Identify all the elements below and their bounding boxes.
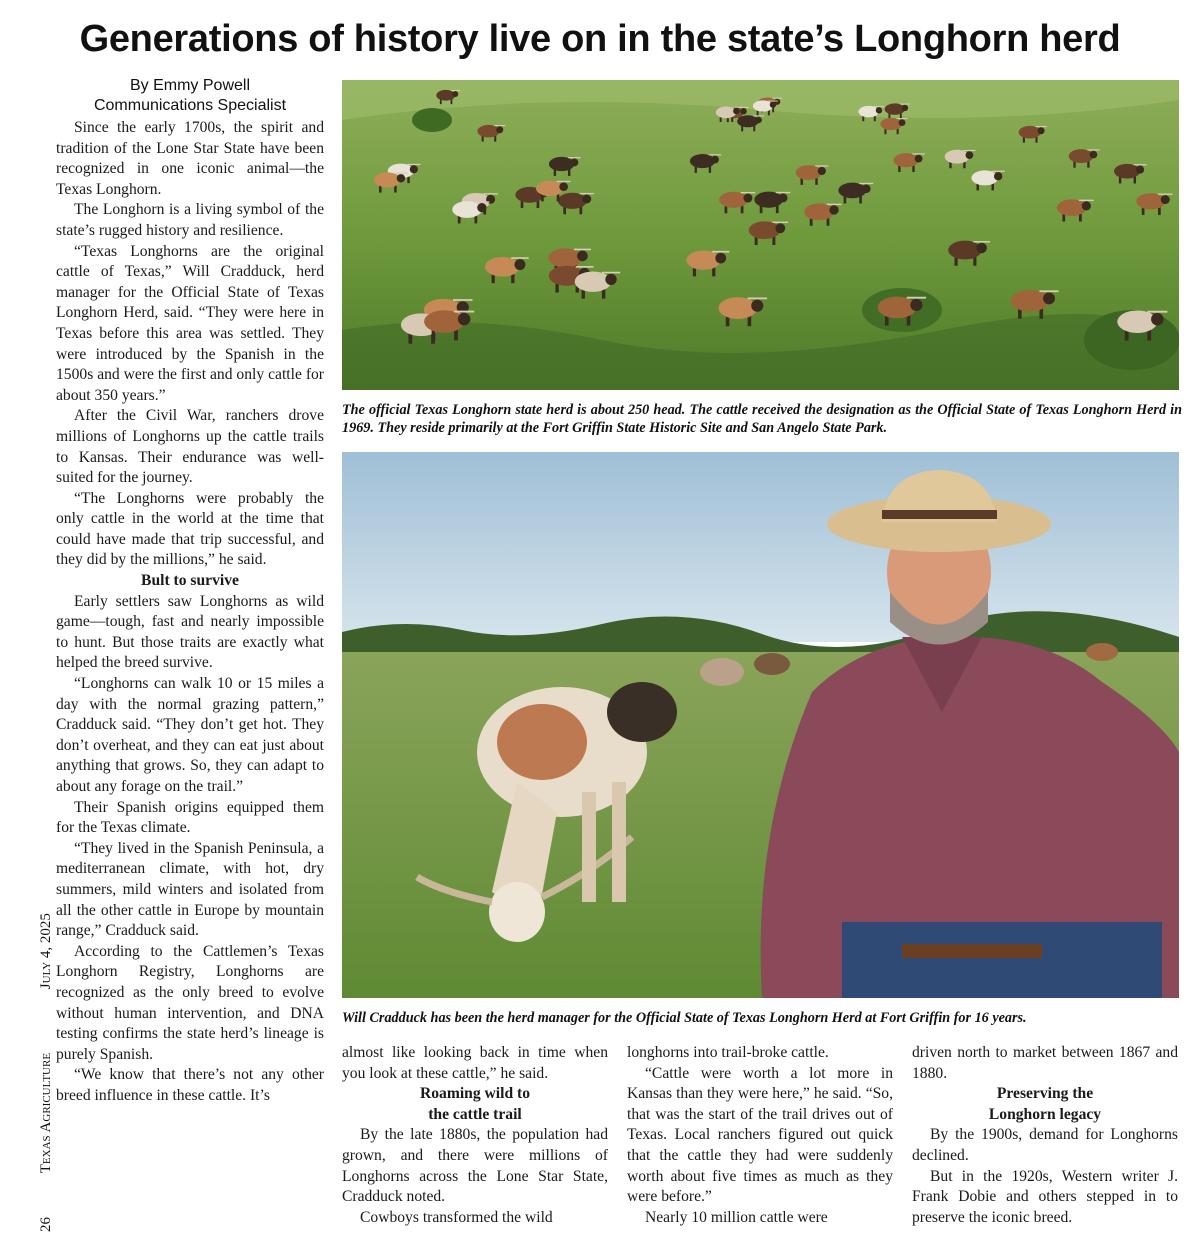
byline <box>56 76 324 116</box>
paragraph: Early settlers saw Longhorns as wild game—tough, fast and nearly impossible to hunt. But those traits are exactly what helped the breed survive. <box>56 592 324 672</box>
paragraph: According to the Cattlemen’s Texas Longhorn Registry, Longhorns are recognized as the only breed to evolve without human intervention, and DNA testing confirms the state herd’s lineage is purely Spanish. <box>56 942 324 1063</box>
paragraph: “Texas Longhorns are the original cattle of Texas,” Will Cradduck, herd manager for the Official State of Texas Longhorn Herd, said. “They were here in Texas before this area was settled. They were introduced by the Spanish in the 1500s and were the first and only cattle for about 350 years.” <box>56 242 324 404</box>
subheading-built-to-survive: Bult to survive <box>141 572 239 590</box>
article-column-4 <box>912 1043 1178 1228</box>
article-column-1 <box>56 118 324 1107</box>
paragraph-continued: longhorns into trail-broke cattle. <box>627 1044 829 1061</box>
paragraph-continued: driven north to market between 1867 and 1880. <box>912 1044 1178 1082</box>
caption-photo-2: Will Cradduck has been the herd manager for the Official State of Texas Longhorn Herd at Fort Griffin for 16 years. <box>342 1010 1027 1026</box>
paragraph: But in the 1920s, Western writer J. Frank Dobie and others stepped in to preserve the iconic breed. <box>912 1167 1178 1226</box>
byline-title: Communications Specialist <box>93 97 287 114</box>
photo-longhorn-herd <box>342 80 1179 390</box>
paragraph: The Longhorn is a living symbol of the state’s rugged history and resilience. <box>56 201 324 239</box>
byline-name: By Emmy Powell <box>129 77 251 94</box>
paragraph: Cowboys transformed the wild <box>360 1208 553 1226</box>
publication-name: Texas Agriculture <box>38 1052 54 1174</box>
manager-illustration <box>342 452 1179 998</box>
issue-date: July 4, 2025 <box>38 913 54 990</box>
subheading-preserving-line1: Preserving the <box>996 1085 1094 1103</box>
paragraph: “Cattle were worth a lot more in Kansas than they were here,” he said. “So, that was the start of the trail drives out of Texas. Local ranchers figured out quick that the cattle they had were suddenly worth about five times as much as they were before.” <box>627 1064 893 1206</box>
page-folio <box>38 913 55 1232</box>
headline: Generations of history live on in the state’s Longhorn herd <box>79 18 1121 60</box>
subheading-roaming-wild-line2: the cattle trail <box>428 1105 522 1123</box>
article-column-3 <box>627 1043 893 1228</box>
caption-photo-1: The official Texas Longhorn state herd is about 250 head. The cattle received the designation as the Official State of Texas Longhorn Herd in 1969. They reside primarily at the Fort Griffin State Historic Site and San Angelo State Park. <box>342 402 1182 436</box>
paragraph: By the late 1880s, the population had grown, and there were millions of Longhorns across the Lone Star State, Cradduck noted. <box>342 1126 608 1206</box>
paragraph: By the 1900s, demand for Longhorns declined. <box>912 1126 1178 1164</box>
paragraph: Since the early 1700s, the spirit and tradition of the Lone Star State have been recognized in one iconic animal—the Texas Longhorn. <box>56 119 324 198</box>
article-column-2 <box>342 1043 608 1228</box>
paragraph: “We know that there’s not any other breed influence in these cattle. It’s <box>56 1066 324 1104</box>
paragraph: “Longhorns can walk 10 or 15 miles a day with the normal grazing pattern,” Cradduck said. “They don’t get hot. They don’t overheat, and they can eat just about anything that grows. So, they can adapt to about any forage on the trail.” <box>56 675 324 795</box>
subheading-roaming-wild-line1: Roaming wild to <box>419 1085 531 1103</box>
paragraph: “The Longhorns were probably the only cattle in the world at the time that could have made that trip successful, and they did by the millions,” he said. <box>56 489 324 569</box>
photo-herd-manager <box>342 452 1179 998</box>
herd-illustration <box>342 80 1179 390</box>
paragraph: After the Civil War, ranchers drove millions of Longhorns up the cattle trails to Kansas. Their endurance was well-suited for the journey. <box>56 407 324 487</box>
page-number: 26 <box>38 1217 54 1232</box>
paragraph: Their Spanish origins equipped them for the Texas climate. <box>56 798 324 837</box>
paragraph: Nearly 10 million cattle were <box>645 1208 828 1226</box>
paragraph: “They lived in the Spanish Peninsula, a mediterranean climate, with hot, dry summers, mild winters and isolated from all the other cattle in Europe by mountain range,” Cradduck said. <box>56 839 324 940</box>
subheading-preserving-line2: Longhorn legacy <box>988 1105 1102 1123</box>
paragraph-continued: almost like looking back in time when you look at these cattle,” he said. <box>342 1044 608 1082</box>
